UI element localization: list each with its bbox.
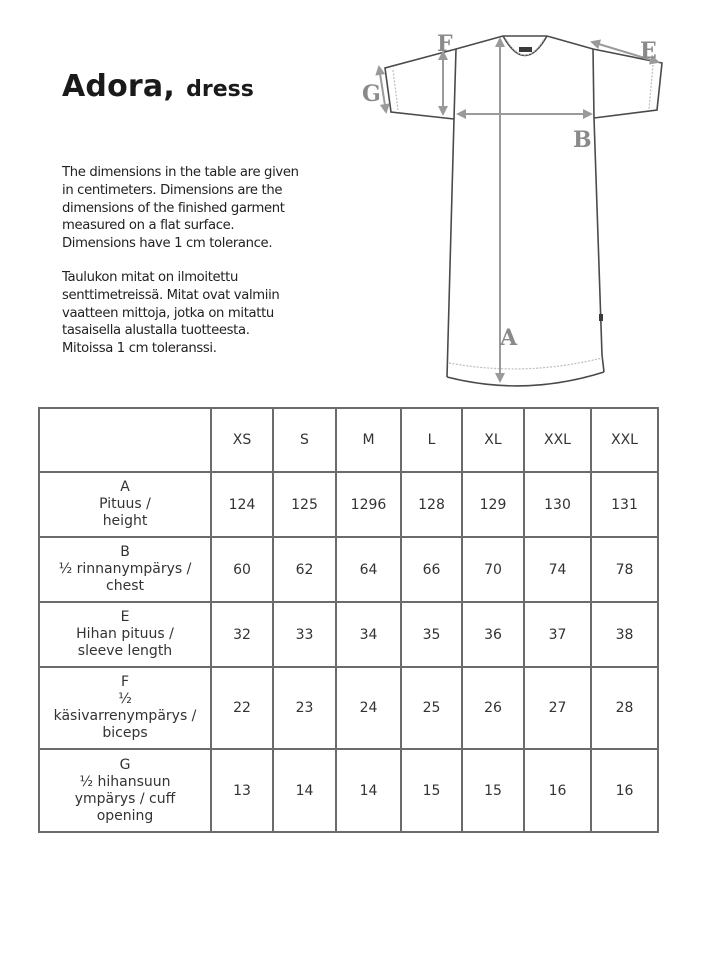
measurement-label	[39, 749, 211, 832]
description-line: Mitoissa 1 cm toleranssi.	[62, 341, 217, 357]
product-type: dress	[186, 77, 254, 102]
measurement-code: E	[120, 609, 130, 625]
value-cell: 38	[591, 602, 658, 667]
measurement-name: height	[102, 513, 148, 529]
neck-label-icon	[519, 47, 532, 52]
measurement-name: sleeve length	[77, 643, 173, 659]
table-row-e	[39, 602, 658, 667]
size-header: XXL	[524, 408, 591, 472]
size-header: L	[401, 408, 462, 472]
product-name: Adora,	[62, 69, 175, 104]
size-header-row	[39, 408, 658, 472]
measurement-name: ½ rinnanympärys /	[58, 561, 192, 577]
value-cell: 32	[211, 602, 273, 667]
value-cell: 128	[401, 472, 462, 537]
description-finnish	[62, 269, 332, 358]
measurement-name: chest	[106, 578, 144, 594]
value-cell: 25	[401, 667, 462, 749]
measurement-name: ympärys / cuff	[74, 790, 176, 807]
measurement-code: A	[120, 479, 130, 495]
description-line: tasaisella alustalla tuotteesta.	[62, 323, 250, 339]
value-cell: 36	[462, 602, 524, 667]
description-line: The dimensions in the table are given	[62, 165, 299, 180]
description-line: Taulukon mitat on ilmoitettu	[62, 270, 238, 285]
label-a: A	[500, 325, 518, 351]
label-e: E	[640, 38, 657, 64]
value-cell: 27	[524, 667, 591, 749]
size-table	[38, 407, 659, 833]
measurement-name: biceps	[102, 725, 148, 741]
value-cell: 62	[273, 537, 336, 602]
table-row-f	[39, 667, 658, 749]
stitching	[393, 39, 653, 369]
value-cell: 34	[336, 602, 401, 667]
value-cell: 60	[211, 537, 273, 602]
value-cell: 15	[462, 749, 524, 832]
value-cell: 24	[336, 667, 401, 749]
label-g: G	[362, 81, 381, 107]
page-title	[62, 66, 254, 104]
value-cell: 26	[462, 667, 524, 749]
side-tag-icon	[599, 314, 603, 321]
measurement-name: opening	[96, 807, 154, 824]
value-cell: 70	[462, 537, 524, 602]
description-line: Dimensions have 1 cm tolerance.	[62, 236, 273, 252]
description-line: vaatteen mittoja, jotka on mitattu	[62, 305, 274, 321]
table-row-g	[39, 749, 658, 832]
value-cell: 64	[336, 537, 401, 602]
description-line: measured on a flat surface.	[62, 218, 235, 234]
dress-outline	[385, 36, 662, 386]
size-header: XS	[211, 408, 273, 472]
value-cell: 28	[591, 667, 658, 749]
value-cell: 124	[211, 472, 273, 537]
table-row-b	[39, 537, 658, 602]
value-cell: 15	[401, 749, 462, 832]
measurement-name: ½ hihansuun	[79, 773, 171, 790]
value-cell: 14	[273, 749, 336, 832]
value-cell: 66	[401, 537, 462, 602]
size-header: XL	[462, 408, 524, 472]
value-cell: 78	[591, 537, 658, 602]
description-english	[62, 164, 332, 253]
value-cell: 35	[401, 602, 462, 667]
value-cell: 33	[273, 602, 336, 667]
value-cell: 130	[524, 472, 591, 537]
value-cell: 14	[336, 749, 401, 832]
value-cell: 125	[273, 472, 336, 537]
measurement-code: B	[120, 544, 130, 560]
size-header: S	[273, 408, 336, 472]
measurement-name: Hihan pituus /	[76, 626, 174, 642]
measurement-label	[39, 537, 211, 602]
value-cell: 22	[211, 667, 273, 749]
measurement-name: Pituus /	[99, 496, 151, 512]
measurement-label	[39, 602, 211, 667]
measurement-label	[39, 667, 211, 749]
label-f: F	[437, 31, 453, 57]
value-cell: 13	[211, 749, 273, 832]
measurement-label	[39, 472, 211, 537]
header-empty-cell	[39, 408, 211, 472]
value-cell: 16	[524, 749, 591, 832]
size-header: M	[336, 408, 401, 472]
description-line: dimensions of the finished garment	[62, 200, 285, 216]
measurement-code: F	[120, 674, 130, 690]
description-line: senttimetreissä. Mitat ovat valmiin	[62, 287, 280, 303]
measurement-code: G	[119, 756, 131, 773]
value-cell: 1296	[336, 472, 401, 537]
value-cell: 129	[462, 472, 524, 537]
size-header: XXL	[591, 408, 658, 472]
measure-arrows	[379, 39, 658, 381]
description-line: in centimeters. Dimensions are the	[62, 182, 283, 198]
value-cell: 37	[524, 602, 591, 667]
label-b: B	[573, 127, 592, 153]
value-cell: 23	[273, 667, 336, 749]
measurement-name: ½	[118, 691, 132, 707]
value-cell: 16	[591, 749, 658, 832]
measurement-name: käsivarrenympärys /	[53, 708, 197, 724]
garment-diagram	[355, 25, 675, 395]
value-cell: 131	[591, 472, 658, 537]
value-cell: 74	[524, 537, 591, 602]
table-row-a	[39, 472, 658, 537]
